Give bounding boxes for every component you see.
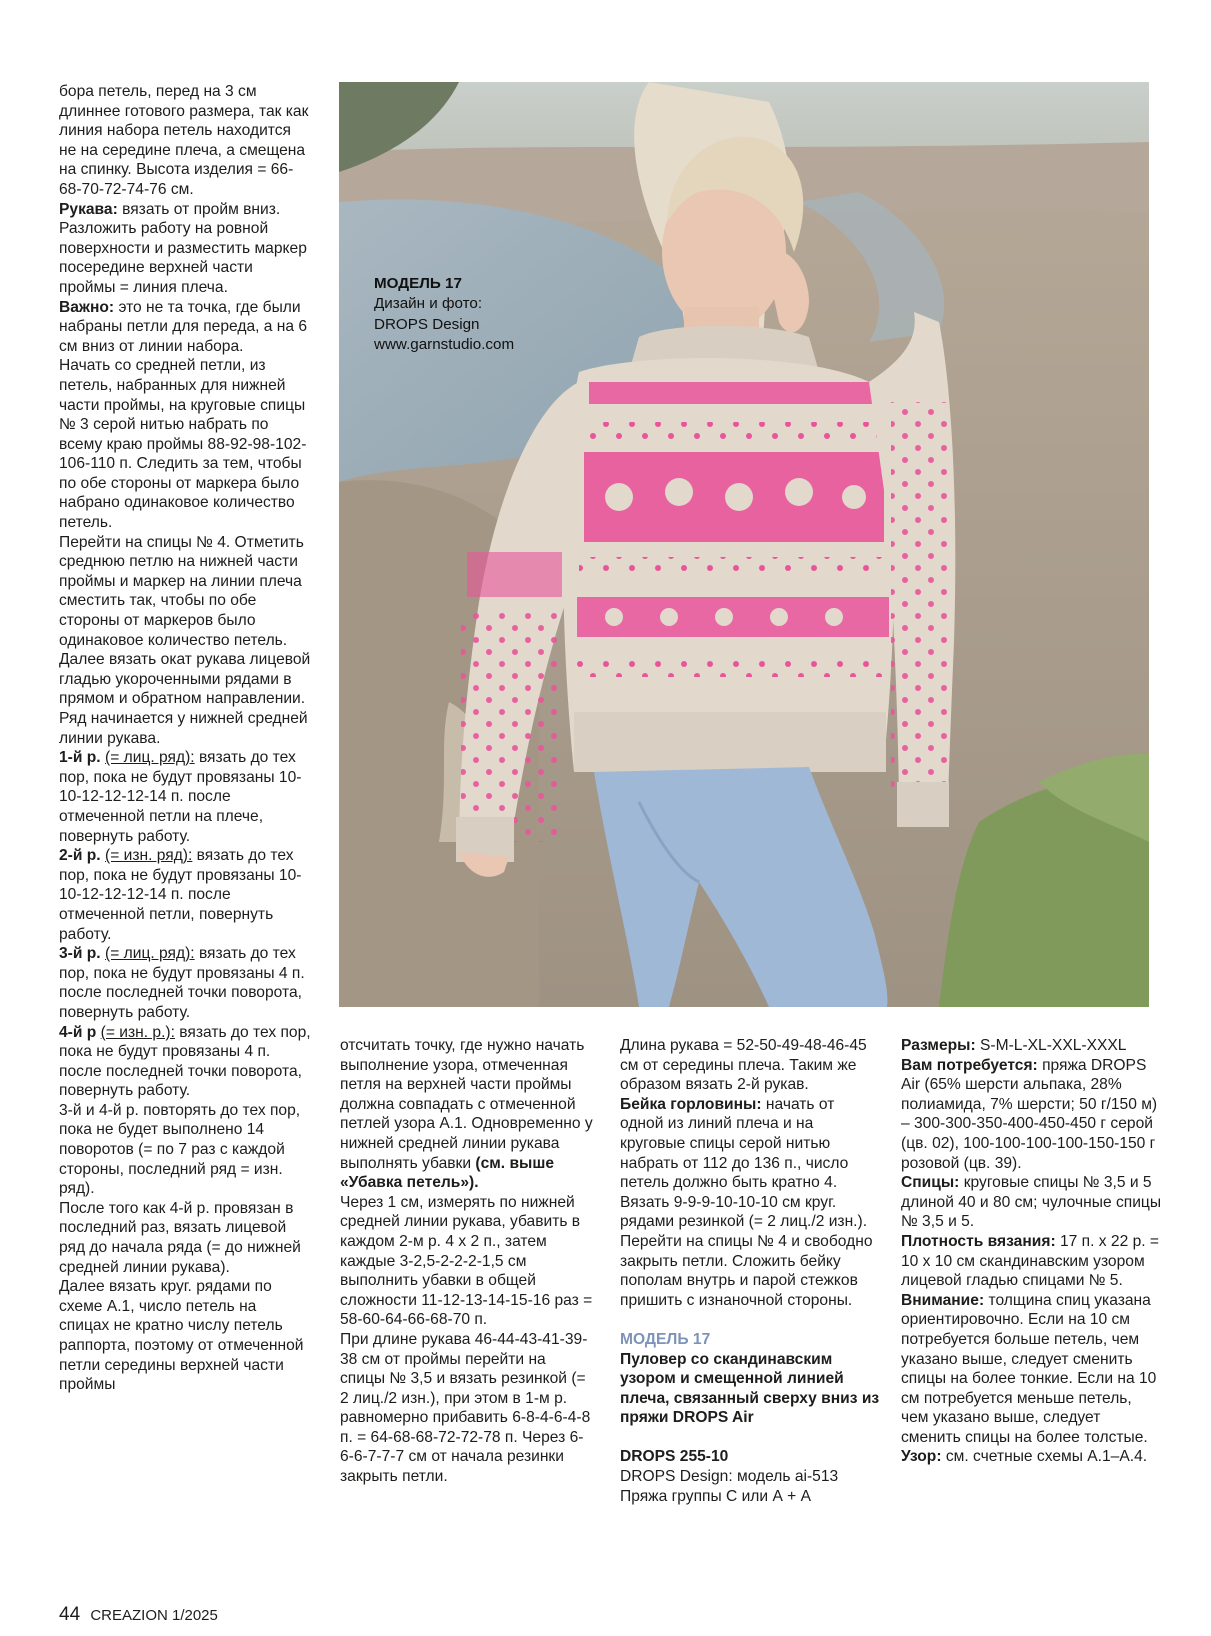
sizes [901, 1036, 1163, 1056]
text-column-1 [59, 82, 311, 1395]
needles [901, 1173, 1163, 1232]
pattern [901, 1447, 1163, 1467]
text-column-3 [620, 1036, 880, 1506]
label: Вам потребуется: [901, 1056, 1038, 1074]
attention [901, 1291, 1163, 1448]
row-4-instruction [59, 1023, 311, 1101]
paragraph: Начать со средней петли, из петель, набранных для нижней части проймы, на круговые спицы № 3 серой нитью набрать по всему краю проймы 88-92-98-102-106-110 п. Следить за тем, чтобы по обе стороны от маркера было набрано одинаковое количество петель. [59, 357, 307, 532]
label: Важно: [59, 298, 115, 316]
paragraph-sleeves [59, 200, 311, 298]
text: вязать до тех пор, пока не будут провязаны 4 п. после последней точки поворота, повернуть работу. [59, 1023, 311, 1100]
text: начать от одной из линий плеча и на круговые спицы серой нитью набрать от 112 до 136 п., число петель должно быть кратно 4. Вязать 9-9-9-10-10-10 см круг. рядами резинкой (= 2 лиц./2 изн.). [620, 1095, 868, 1231]
bold-text: (см. выше «Убавка петель»). [340, 1154, 555, 1192]
label: Рукава: [59, 200, 118, 218]
row-3-instruction [59, 944, 311, 1022]
text: вязать до тех пор, пока не будут провязаны 4 п. после последней точки поворота, повернуть работу. [59, 945, 305, 1021]
caption-url: www.garnstudio.com [374, 336, 515, 354]
row-type: (= изн. ряд): [105, 847, 193, 865]
caption-line: DROPS Design [374, 315, 480, 333]
text: пряжа DROPS Air (65% шерсти альпака, 28% полиамида, 7% шерсти; 50 г/150 м) – 300-300-350-400-450-450 г серой (цв. 02), 100-100-100-100-150-150 г розовой (цв. 39). [901, 1056, 1158, 1172]
caption-line: Дизайн и фото: [374, 295, 483, 313]
label: 3-й р. [59, 945, 101, 963]
paragraph: Далее вязать окат рукава лицевой гладью укороченными рядами в прямом и обратном направлении. Ряд начинается у нижней средней линии рукава. [59, 651, 311, 747]
label: 4-й р [59, 1023, 97, 1041]
paragraph: Перейти на спицы № 4 и свободно закрыть петли. Сложить бейку пополам внутрь и парой стежков пришить с изнаночной стороны. [620, 1232, 873, 1309]
text-column-4 [901, 1036, 1163, 1467]
bold-text: DROPS 255-10 [620, 1448, 729, 1466]
text: вязать до тех пор, пока не будут провязаны 10-10-12-12-12-14 п. после отмеченной петли на плече, повернуть работу. [59, 749, 302, 845]
caption-title: МОДЕЛЬ 17 [374, 275, 462, 292]
materials [901, 1056, 1163, 1174]
page-number: 44 [59, 1604, 81, 1625]
text-column-2 [340, 1036, 595, 1487]
paragraph: Длина рукава = 52-50-49-48-46-45 см от середины плеча. Таким же образом вязать 2-й рукав. [620, 1037, 867, 1094]
text: S-M-L-XL-XXL-XXXL [975, 1037, 1127, 1054]
magazine-issue: CREAZION 1/2025 [90, 1607, 218, 1624]
row-type: (= лиц. ряд): [105, 749, 195, 767]
paragraph: бора петель, перед на 3 см длиннее готового размера, так как линия набора петель находится не на середине плеча, а смещена на спинку. Высота изделия = 66-68-70-72-74-76 см. [59, 83, 309, 198]
model-photo [339, 82, 1149, 1007]
row-1-instruction [59, 748, 311, 846]
label: Внимание: [901, 1291, 985, 1309]
bold-text: Пуловер со скандинавским узором и смещенной линией плеча, связанный сверху вниз из пряжи DROPS Air [620, 1350, 880, 1427]
label: Плотность вязания: [901, 1232, 1056, 1250]
gauge [901, 1232, 1163, 1291]
paragraph-neckband [620, 1095, 880, 1232]
row-type: (= изн. р.): [100, 1023, 175, 1041]
paragraph [340, 1036, 595, 1193]
paragraph-important [59, 298, 311, 357]
text: 17 п. х 22 р. = 10 х 10 см скандинавским узором лицевой гладью спицами № 5. [901, 1232, 1160, 1290]
model-title [620, 1350, 880, 1428]
text: отсчитать точку, где нужно начать выполнение узора, отмеченная петля на верхней части проймы должна совпадать с отмеченной петлей узора А.1. Одновременно у нижней средней линии рукава выполнять убавки [340, 1037, 593, 1172]
text: вязать до тех пор, пока не будут провязаны 10-10-12-12-12-14 п. после отмеченной петли, повернуть работу. [59, 847, 302, 943]
paragraph: После того как 4-й р. провязан в последний раз, вязать лицевой ряд до начала ряда (= до нижней средней линии рукава). [59, 1199, 301, 1276]
model-heading: МОДЕЛЬ 17 [620, 1330, 711, 1348]
text: толщина спиц указана ориентировочно. Если на 10 см потребуется больше петель, чем указано выше, следует сменить спицы на более тонкие. Если на 10 см потребуется меньше петель, чем указано выше, следует сменить спицы на более толстые. [901, 1291, 1157, 1446]
photo-caption [374, 274, 514, 356]
paragraph: При длине рукава 46-44-43-41-39-38 см от проймы перейти на спицы № 3,5 и вязать резинкой (= 2 лиц./2 изн.), при этом в 1-м р. равномерно прибавить 6-8-4-6-4-8 п. = 64-68-68-72-72-78 п. Через 6-6-6-7-7-7 см от начала резинки закрыть петли. [340, 1330, 591, 1486]
paragraph: Через 1 см, измерять по нижней средней линии рукава, убавить в каждом 2-м р. 4 х 2 п., затем каждые 3-2,5-2-2-2-1,5 см выполнить убавки в общей сложности 11-12-13-14-15-16 раз = 58-60-64-66-68-70 п. [340, 1193, 593, 1329]
text: круговые спицы № 3,5 и 5 длиной 40 и 80 см; чулочные спицы № 3,5 и 5. [901, 1174, 1162, 1231]
text: см. счетные схемы А.1–А.4. [941, 1448, 1148, 1466]
label: 2-й р. [59, 847, 101, 865]
paragraph: 3-й и 4-й р. повторять до тех пор, пока не будет выполнено 14 поворотов (= по 7 раз с каждой стороны, последний ряд = изн. ряд). [59, 1101, 301, 1198]
design-line: DROPS Design: модель ai-513 [620, 1468, 839, 1486]
paragraph: Перейти на спицы № 4. Отметить среднюю петлю на нижней части проймы и маркер на линии плеча сместить так, чтобы по обе стороны от маркеров было одинаковое количество петель. [59, 533, 304, 649]
label: Бейка горловины: [620, 1095, 762, 1113]
paragraph: Далее вязать круг. рядами по схеме А.1, число петель на спицах не кратно числу петель раппорта, поэтому от отмеченной петли середины верхней части проймы [59, 1278, 304, 1394]
row-2-instruction [59, 846, 311, 944]
yarn-group: Пряжа группы С или А + А [620, 1487, 812, 1505]
row-type: (= лиц. ряд): [105, 945, 195, 963]
label: Спицы: [901, 1174, 960, 1192]
text: это не та точка, где были набраны петли для переда, а на 6 см вниз от линии набора. [59, 298, 308, 355]
label: 1-й р. [59, 749, 101, 767]
label: Размеры: [901, 1037, 976, 1054]
text: вязать от пройм вниз. Разложить работу на ровной поверхности и разместить маркер посередине верхней части проймы = линия плеча. [59, 200, 307, 296]
page-footer [59, 1604, 218, 1626]
drops-code [620, 1447, 880, 1467]
label: Узор: [901, 1448, 942, 1466]
